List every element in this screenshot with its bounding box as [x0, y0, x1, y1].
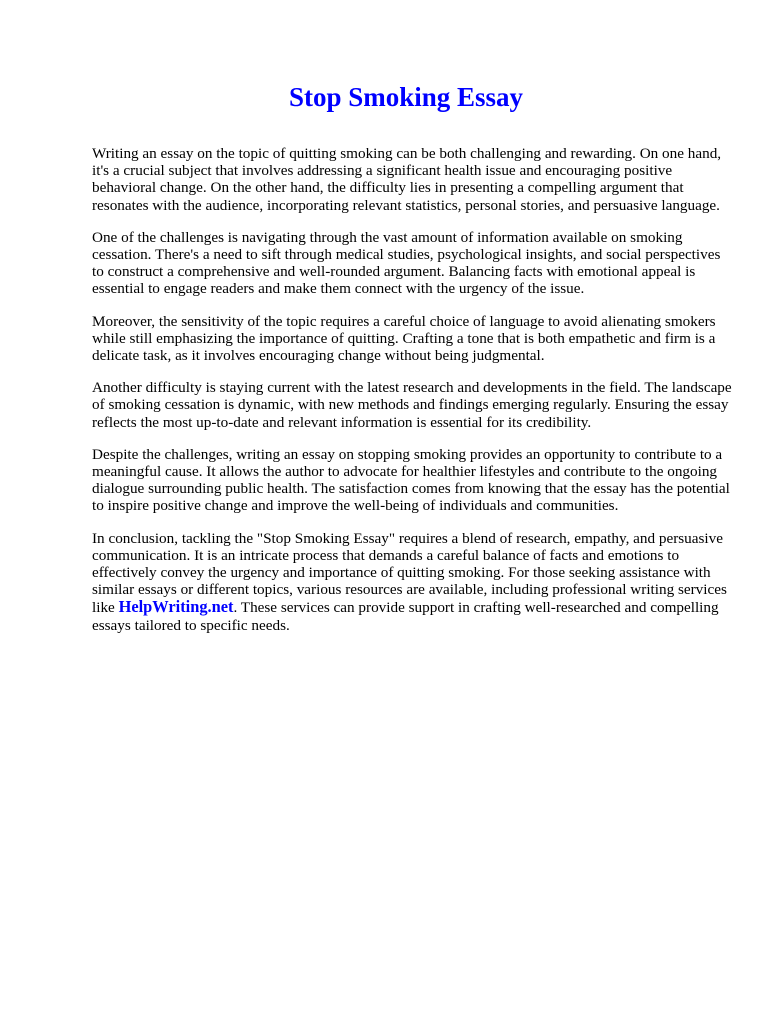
conclusion-text-after-link: . These services can provide support in crafting well-researched and compelling essays tailored to specific needs.	[92, 599, 719, 634]
paragraph-1: Writing an essay on the topic of quitting smoking can be both challenging and rewarding. On one hand, it's a crucial subject that involves addressing a significant health issue and encouraging positive behavioral change. On the other hand, the difficulty lies in presenting a compelling argument that resonates with the audience, incorporating relevant statistics, personal stories, and persuasive language.	[92, 145, 722, 214]
document-body	[92, 145, 732, 649]
helpwriting-link[interactable]: HelpWriting.net	[118, 597, 234, 617]
document-title: Stop Smoking Essay	[288, 82, 524, 112]
paragraph-conclusion	[92, 530, 732, 634]
paragraph-3: Moreover, the sensitivity of the topic requires a careful choice of language to avoid alienating smokers while still emphasizing the importance of quitting. Crafting a tone that is both empathetic and firm is a delicate task, as it involves encouraging change without being judgmental.	[92, 312, 716, 365]
conclusion-text-before-link: In conclusion, tackling the "Stop Smoking Essay" requires a blend of research, empathy, and persuasive communication. It is an intricate process that demands a careful balance of facts and emotions to effectively convey the urgency and importance of quitting smoking. For those seeking assistance with similar essays or different topics, various resources are available, including professional writing services like	[92, 529, 727, 617]
paragraph-5: Despite the challenges, writing an essay on stopping smoking provides an opportunity to contribute to a meaningful cause. It allows the author to advocate for healthier lifestyles and contribute to the ongoing dialogue surrounding public health. The satisfaction comes from knowing that the essay has the potential to inspire positive change and improve the well-being of individuals and communities.	[92, 445, 730, 515]
paragraph-2: One of the challenges is navigating through the vast amount of information available on smoking cessation. There's a need to sift through medical studies, psychological insights, and social perspectives to construct a comprehensive and well-rounded argument. Balancing facts with emotional appeal is essential to engage readers and make them connect with the urgency of the issue.	[92, 228, 721, 298]
paragraph-4: Another difficulty is staying current with the latest research and developments in the field. The landscape of smoking cessation is dynamic, with new methods and findings emerging regularly. Ensuring the essay reflects the most up-to-date and relevant information is essential for its credibility.	[92, 379, 732, 431]
